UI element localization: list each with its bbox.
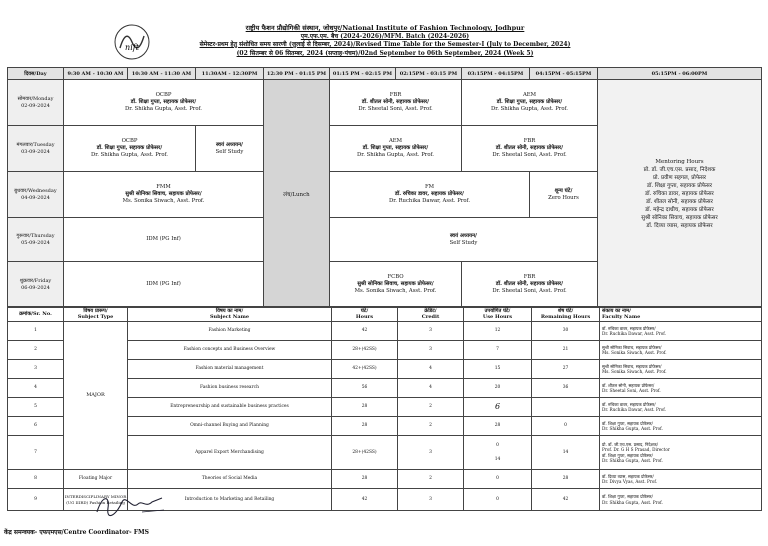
mon-pm-session-2: AEM डॉ. शिक्षा गुप्ता, सहायक प्रोफेसर/ Dr. Shikha Gupta, Asst. Prof. [462, 80, 598, 126]
timetable [7, 67, 762, 308]
table-row: 8 Floating Major Theories of Social Media 28 2 0 28 डॉ. दिव्या व्यास, सहायक प्रोफेसर/ Dr. Divya Vyas, Asst. Prof. [8, 470, 762, 489]
table-row: 3 Fashion material management 42+(42SS) 4 15 27 सुश्री सोनिका सिवाच, सहायक प्रोफेसर/ Ms. Sonika Siwach, Asst. Prof. [8, 360, 762, 379]
col-day: दिवस/Day [8, 68, 64, 80]
document-header [150, 24, 620, 58]
day-thursday: गुरूवार/Thursday 05-09-2024 [8, 218, 64, 262]
wed-zero-hours: शून्य घंटे/ Zero Hours [530, 172, 598, 218]
hdr-sr: क्रमांक/Sr. No. [8, 307, 64, 322]
hdr-faculty: संकाय का नाम/ Faculty Name [600, 307, 762, 322]
col-slot-7: 03:15PM - 04:15PM [462, 68, 530, 80]
course-header-row [8, 307, 762, 322]
col-slot-6: 02:15PM - 03:15 PM [396, 68, 462, 80]
hdr-remaining: शेष घंटे/ Remaining Hours [532, 307, 600, 322]
col-slot-3: 11:30AM - 12:30PM [196, 68, 264, 80]
mon-pm-session-1: FBR डॉ. शीतल सोनी, सहायक प्रोफेसर/ Dr. Sheetal Soni, Asst. Prof. [330, 80, 462, 126]
row-monday [8, 80, 762, 126]
footer-coordinator: केंद्र समन्वयक- एफएमएस/Centre Coordinator- FMS [4, 529, 149, 536]
header-institute: राष्ट्रीय फैशन प्रौद्योगिकी संस्थान, जोधपुर/National Institute of Fashion Technology, Jodhpur [245, 24, 525, 32]
tue-pm-session-1: AEM डॉ. शिक्षा गुप्ता, सहायक प्रोफेसर/ Dr. Shikha Gupta, Asst. Prof. [330, 126, 462, 172]
svg-text:nift: nift [125, 43, 139, 52]
tue-pm-session-2: FBR डॉ. शीतल सोनी, सहायक प्रोफेसर/ Dr. Sheetal Soni, Asst. Prof. [462, 126, 598, 172]
lunch-block: लंच/Lunch [264, 80, 330, 308]
hdr-type: विषय प्रारूप/ Subject Type [64, 307, 128, 322]
header-batch: एम.एफ.एम. बैच (2024-2026)/MFM. Batch (2024-2026) [300, 32, 470, 40]
table-row: 5 Entrepreneurship and sustainable business practices 28 2 6 डॉ. रुचिका डावर, सहायक प्रोफेसर/ Dr. Ruchika Dawar, Asst. Prof. [8, 398, 762, 417]
fri-pm-session-2: FBR डॉ. शीतल सोनी, सहायक प्रोफेसर/ Dr. Sheetal Soni, Asst. Prof. [462, 262, 598, 308]
fri-morning-session: IDM (PG Inf) [64, 262, 264, 308]
tue-morning-session: OCBP डॉ. शिक्षा गुप्ता, सहायक प्रोफेसर/ Dr. Shikha Gupta, Asst. Prof. [64, 126, 196, 172]
day-monday: सोमवार/Monday 02-09-2024 [8, 80, 64, 126]
thu-self-study: स्वयं अध्ययन/ Self Study [330, 218, 598, 262]
day-friday: शुक्रवार/Friday 06-09-2024 [8, 262, 64, 308]
header-title: सेमेस्टर-प्रथम हेतु संशोधित समय सारणी (जुलाई से दिसम्बर, 2024)/Revised Time Table for the Semester-I (July to December, 2024) [199, 41, 571, 48]
col-slot-1: 9:30 AM - 10:30 AM [64, 68, 128, 80]
header-week: (02 सितम्बर से 06 सितम्बर, 2024 (सप्ताह-पंचम)/02nd September to 06th September, 2024 (Week 5) [236, 49, 534, 57]
wed-morning-session: FMM सुश्री सोनिका सिवाच, सहायक प्रोफेसर/ Ms. Sonika Siwach, Asst. Prof. [64, 172, 264, 218]
hdr-hours: घंटे/ Hours [332, 307, 398, 322]
col-slot-8: 04:15PM - 05:15PM [530, 68, 598, 80]
nift-logo [112, 22, 152, 62]
course-table [7, 306, 762, 511]
tue-self-study: स्वयं अध्ययन/ Self Study [196, 126, 264, 172]
fri-pm-session-1: FCBO सुश्री सोनिका सिवाच, सहायक प्रोफेसर/ Ms. Sonika Siwach, Asst. Prof. [330, 262, 462, 308]
timetable-header-row [8, 68, 762, 80]
table-row: 1 MAJOR Fashion Marketing 42 3 12 30 डॉ. रुचिका डावर, सहायक प्रोफेसर/ Dr. Ruchika Dawar, Asst. Prof. [8, 322, 762, 341]
table-row: 9 INTERDISCIPLINARY MINOR (UG IIIRD) Fashion Retailing Introduction to Marketing and Retailing 42 3 0 42 डॉ. शिक्षा गुप्ता, सहायक प्रोफेसर/ Dr. Shikha Gupta, Asst. Prof. [8, 489, 762, 511]
hdr-use: उपयोगित घंटे/ Use Hours [464, 307, 532, 322]
mon-morning-session: OCBP डॉ. शिक्षा गुप्ता, सहायक प्रोफेसर/ Dr. Shikha Gupta, Asst. Prof. [64, 80, 264, 126]
table-row: 2 Fashion concepts and Business Overview 28+(42SS) 3 7 21 सुश्री सोनिका सिवाच, सहायक प्रोफेसर/ Ms. Sonika Siwach, Asst. Prof. [8, 341, 762, 360]
table-row: 6 Omni-channel Buying and Planning 28 2 28 0 डॉ. शिक्षा गुप्ता, सहायक प्रोफेसर/ Dr. Shikha Gupta, Asst. Prof. [8, 417, 762, 436]
hdr-credit: क्रेडिट/ Credit [398, 307, 464, 322]
mentoring-hours: Mentoring Hours प्रो. डॉ. जी.एच.एस. प्रसाद, निदेशक प्रो. प्रवीण सहगल, प्रोफेसर डॉ. शिक्षा गुप्ता, सहायक प्रोफेसर डॉ. रुचिका डावर, सहायक प्रोफेसर डॉ. शीतल सोनी, सहायक प्रोफेसर डॉ. महेन्द्र दाधीच, सहायक प्रोफेसर सुश्री सोनिका सिवाच, सहायक प्रोफेसर डॉ. दिव्या व्यास, सहायक प्रोफेसर [598, 80, 762, 308]
table-row: 4 Fashion business research 56 4 20 36 डॉ. शीतल सोनी, सहायक प्रोफेसर/ Dr. Sheetal Soni, Asst. Prof. [8, 379, 762, 398]
wed-pm-session-1: FM डॉ. रुचिका डावर, सहायक प्रोफेसर/ Dr. Ruchika Dawar, Asst. Prof. [330, 172, 530, 218]
day-tuesday: मंगलवार/Tuesday 03-09-2024 [8, 126, 64, 172]
day-wednesday: बुधवार/Wednesday 04-09-2024 [8, 172, 64, 218]
col-lunch: 12:30 PM - 01:15 PM [264, 68, 330, 80]
col-slot-5: 01:15 PM - 02:15 PM [330, 68, 396, 80]
thu-morning-session: IDM (PG Inf) [64, 218, 264, 262]
major-label: MAJOR [64, 322, 128, 470]
signature [92, 490, 172, 520]
table-row: 7 Apparel Export Merchandising 28+(42SS) 3 0 14 14 प्रो. डॉ. जी.एच.एस. प्रसाद, निदेशक/ Prof. Dr. G H S Prasad, Director डॉ. शिक्षा गुप्ता, सहायक प्रोफेसर/ Dr. Shikha Gupta, Asst. Prof. [8, 436, 762, 470]
col-mentoring: 05:15PM - 06:00PM [598, 68, 762, 80]
hdr-name: विषय का नाम/ Subject Name [128, 307, 332, 322]
col-slot-2: 10:30 AM - 11:30 AM [128, 68, 196, 80]
